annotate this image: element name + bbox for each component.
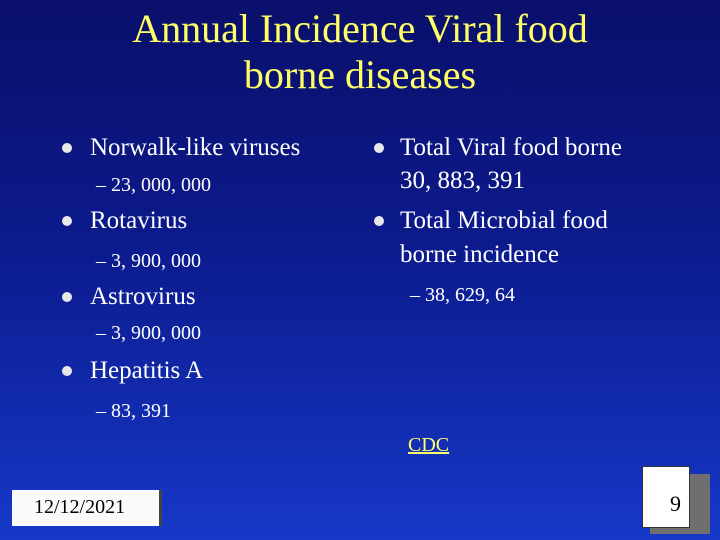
bullet-dot-icon (62, 216, 72, 226)
bullet-label: Norwalk-like viruses (90, 134, 301, 161)
footer-date: 12/12/2021 (12, 490, 162, 526)
bullet-sub-value: – 83, 391 (96, 400, 171, 422)
bullet-dot-icon (62, 366, 72, 376)
bullet-sub-value: – 38, 629, 64 (410, 284, 515, 306)
page-number: 9 (642, 466, 690, 528)
bullet-label: Astrovirus (90, 283, 196, 310)
bullet-dot-icon (62, 292, 72, 302)
bullet-label: Total Viral food borne (400, 134, 622, 161)
bullet-label: Total Microbial food (400, 207, 608, 234)
slide-title (60, 6, 660, 98)
bullet-dot-icon (374, 216, 384, 226)
bullet-sub-value: – 23, 000, 000 (96, 174, 211, 196)
bullet-label-continued: 30, 883, 391 (400, 167, 525, 194)
slide-title-line-1: Annual Incidence Viral food (132, 6, 588, 51)
cdc-source-link[interactable]: CDC (408, 434, 450, 456)
bullet-sub-value: – 3, 900, 000 (96, 250, 201, 272)
slide-title-line-2: borne diseases (243, 52, 477, 97)
bullet-label: Rotavirus (90, 207, 188, 234)
bullet-sub-value: – 3, 900, 000 (96, 322, 201, 344)
bullet-dot-icon (374, 143, 384, 153)
bullet-dot-icon (62, 143, 72, 153)
bullet-label-continued: borne incidence (400, 241, 559, 268)
bullet-label: Hepatitis A (90, 357, 204, 384)
